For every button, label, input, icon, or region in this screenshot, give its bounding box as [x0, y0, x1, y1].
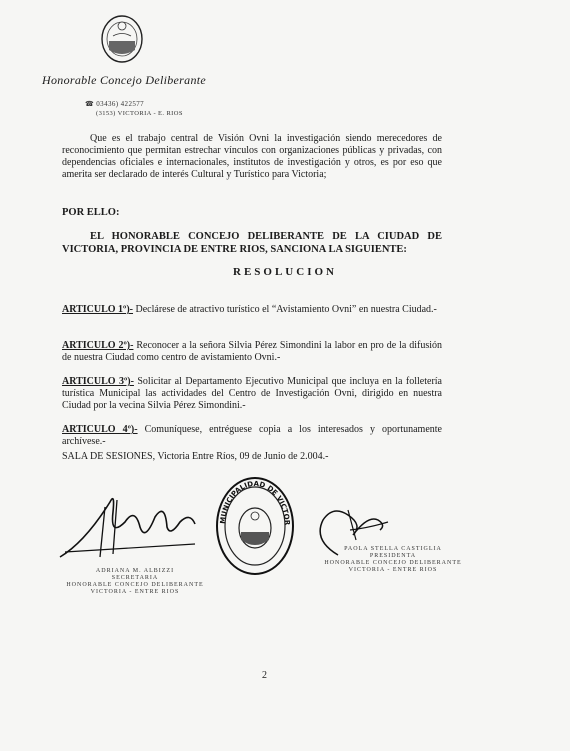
- stamp-text: MUNICIPALIDAD DE VICTORIA: [212, 470, 292, 526]
- signature-left-icon: [55, 482, 205, 567]
- signer-left-org: HONORABLE CONCEJO DELIBERANTE: [66, 582, 204, 588]
- page-number: 2: [262, 670, 267, 681]
- seal-emblem-icon: [100, 14, 144, 64]
- articulo-2: [62, 340, 442, 364]
- header-address: (3153) VICTORIA - E. RIOS: [96, 110, 183, 117]
- municipal-stamp-icon: [212, 470, 295, 576]
- signer-right-role: PRESIDENTA: [369, 553, 417, 559]
- sanciona-paragraph: EL HONORABLE CONCEJO DELIBERANTE DE LA CIUDAD DE VICTORIA, PROVINCIA DE ENTRE RIOS, SANCIONA LA SIGUIENTE:: [62, 231, 442, 255]
- articulo-2-label: ARTICULO 2º)-: [62, 340, 134, 351]
- articulo-3-label: ARTICULO 3º)-: [62, 376, 134, 387]
- articulo-1: [62, 304, 442, 316]
- considerando-paragraph: Que es el trabajo central de Visión Ovni la investigación siendo merecedores de reconocimiento que permitan estrechar vínculos con organizaciones públicas y privadas, con dependencias oficiales e internacionales, institutos de investigación y otros, es por eso que amerita ser declarado de interés Cultural y Turístico para Victoria;: [62, 133, 442, 180]
- resolucion-heading: RESOLUCION: [233, 266, 337, 278]
- articulo-3: [62, 376, 442, 412]
- articulo-4-text: Comuníquese, entréguese copia a los interesados y oportunamente archívese.-: [62, 424, 442, 447]
- sala-de-sesiones-line: SALA DE SESIONES, Victoria Entre Ríos, 09 de Junio de 2.004.-: [62, 451, 329, 462]
- articulo-1-text: Declárese de atractivo turístico el “Avistamiento Ovni” en nuestra Ciudad.-: [133, 304, 437, 315]
- por-ello-heading: POR ELLO:: [62, 207, 120, 218]
- signer-left-name: ADRIANA M. ALBIZZI: [95, 568, 175, 574]
- signer-right-org: HONORABLE CONCEJO DELIBERANTE: [324, 560, 462, 566]
- signer-right-name: PAOLA STELLA CASTIGLIA: [344, 546, 442, 552]
- articulo-3-text: Solicitar al Departamento Ejecutivo Municipal que incluya en la folletería turística Municipal las actividades del Centro de Investigación Ovni, dirigido en nuestra Ciudad por la vecina Silvia Pérez Simondini.-: [62, 376, 442, 411]
- articulo-4: [62, 424, 442, 448]
- signer-right-city: VICTORIA - ENTRE RIOS: [348, 567, 438, 573]
- articulo-2-text: Reconocer a la señora Silvia Pérez Simondini la labor en pro de la difusión de nuestra Ciudad como centro de avistamiento Ovni.-: [62, 340, 442, 363]
- articulo-1-label: ARTICULO 1º)-: [62, 304, 134, 315]
- signature-right-block: [318, 546, 468, 574]
- institution-name: Honorable Concejo Deliberante: [42, 73, 207, 87]
- signer-left-city: VICTORIA - ENTRE RIOS: [90, 589, 180, 595]
- signer-left-role: SECRETARIA: [111, 575, 159, 581]
- header-phone: ☎ 03436) 422577: [85, 100, 145, 108]
- signature-left-block: [60, 568, 210, 596]
- articulo-4-label: ARTICULO 4º)-: [62, 424, 138, 435]
